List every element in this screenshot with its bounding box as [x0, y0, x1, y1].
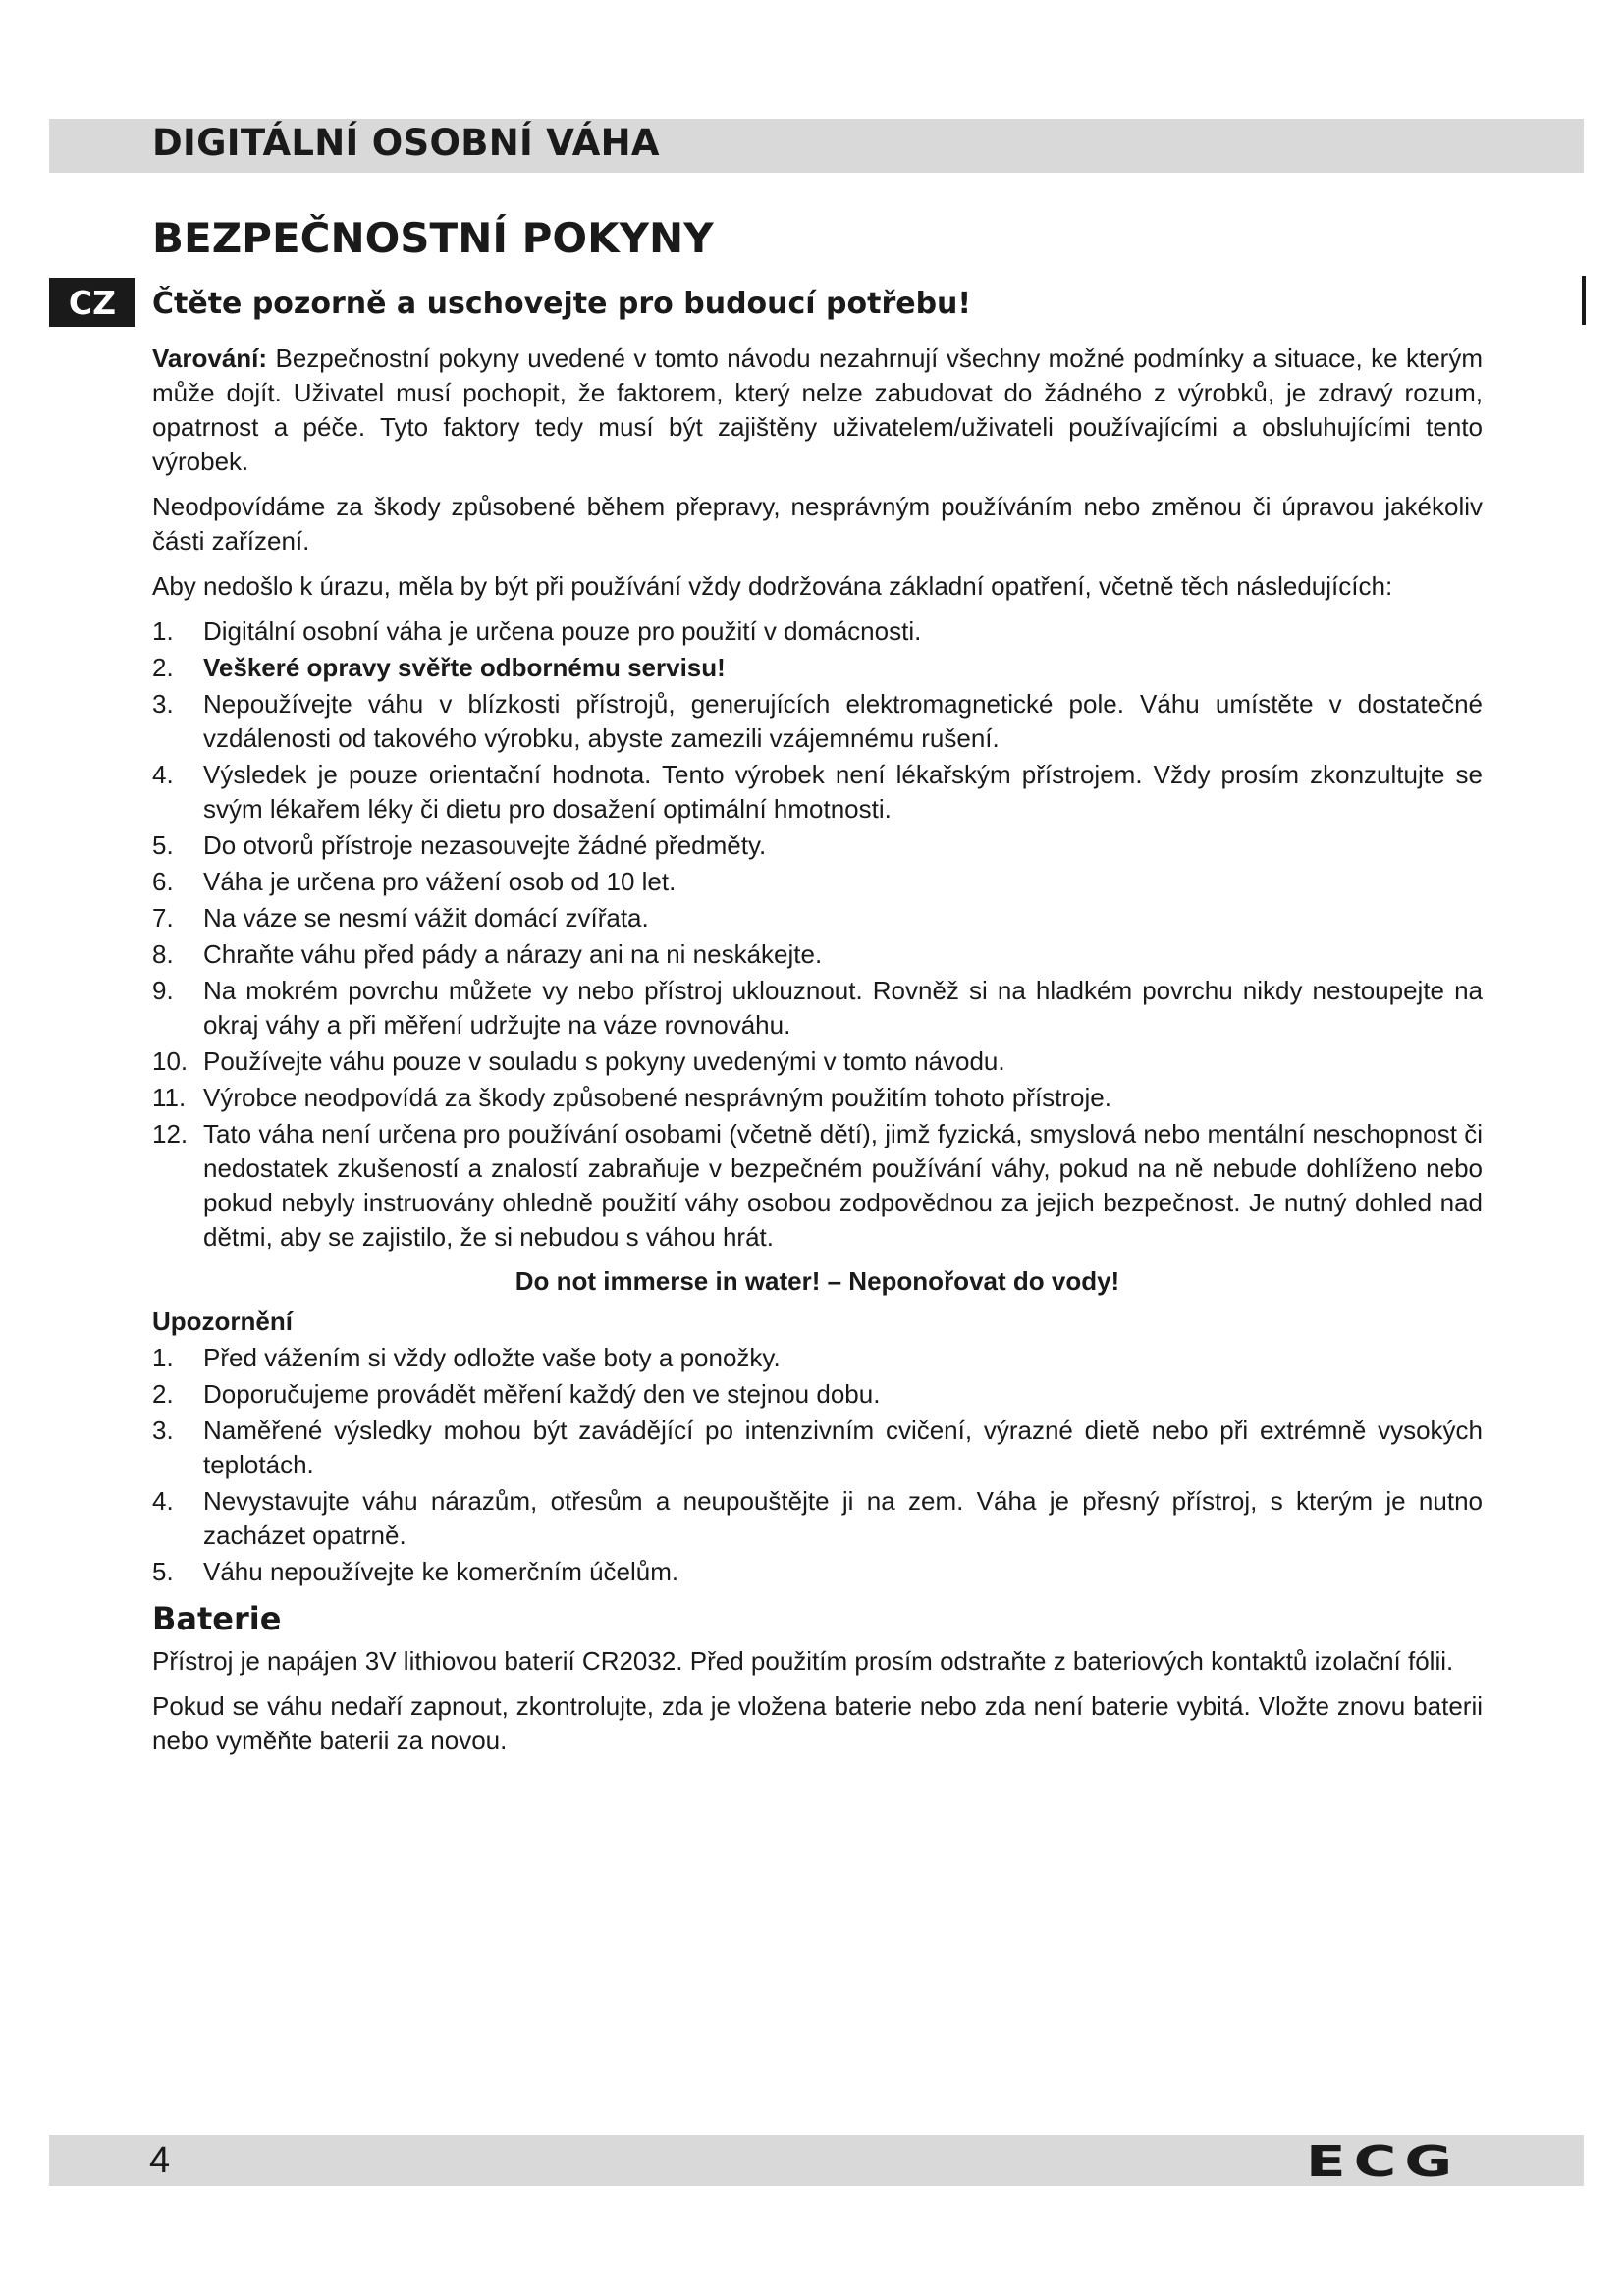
list-item: 1. Před vážením si vždy odložte vaše boty a ponožky. [152, 1343, 781, 1372]
battery-title: Baterie [152, 1600, 282, 1637]
list-item: 4. Nevystavujte váhu nárazům, otřesům a neupouštějte ji na zem. Váha je přesný přístroj, s kterým je nutno zacházet opatrně. [152, 1486, 1483, 1550]
list-item: 3. Naměřené výsledky mohou být zavádějící po intenzivním cvičení, výrazné dietě nebo při extrémně vysokých teplotách. [152, 1415, 1483, 1479]
intro-paragraph: Aby nedošlo k úrazu, měla by být při používání vždy dodržována základní opatření, včetně těch následujících: [152, 571, 1393, 601]
list-item: 4. Výsledek je pouze orientační hodnota. Tento výrobek není lékařským přístrojem. Vždy prosím zkonzultujte se svým lékařem léky či dietu pro dosažení optimální hmotnosti. [152, 760, 1483, 824]
liability-paragraph: Neodpovídáme za škody způsobené během přepravy, nesprávným používáním nebo změnou či úpravou jakékoliv části zařízení. [152, 492, 1483, 556]
list-item: 12. Tato váha není určena pro používání osobami (včetně dětí), jimž fyzická, smyslová nebo mentální neschopnost či nedostatek zkušeností a znalostí zabraňuje v bezpečném používání váhy, pokud na ně nebude dohlíženo nebo pokud nebyly instruovány ohledně použití váhy osobou zodpovědnou za jejich bezpečnost. Je nutný dohled nad dětmi, aby se zajistilo, že si nebudou s váhou hrát. [152, 1119, 1483, 1252]
list-item: 7. Na váze se nesmí vážit domácí zvířata. [152, 903, 649, 933]
list-item: 8. Chraňte váhu před pády a nárazy ani na ni neskákejte. [152, 939, 823, 969]
water-warning: Do not immerse in water! – Neponořovat do vody! [514, 1266, 1120, 1296]
list-item: 2. Veškeré opravy svěřte odbornému servisu! [152, 653, 726, 682]
list-item: 10. Používejte váhu pouze v souladu s pokyny uvedenými v tomto návodu. [152, 1046, 1005, 1076]
list-item: 1. Digitální osobní váha je určena pouze pro použití v domácnosti. [152, 616, 922, 646]
main-content [152, 342, 1483, 1769]
battery-paragraph-1: Přístroj je napájen 3V lithiovou baterií CR2032. Před použitím prosím odstraňte z bateriových kontaktů izolační fólii. [152, 1646, 1454, 1676]
notice-title: Upozornění [152, 1307, 293, 1336]
margin-marker [1582, 276, 1586, 325]
warning-text: Bezpečnostní pokyny uvedené v tomto návodu nezahrnují všechny možné podmínky a situace, ke kterým může dojít. Uživatel musí pochopit, že faktorem, který nelze zabudovat do žádného z výrobků, je zdravý rozum, opatrnost a péče. Tyto faktory tedy musí být zajištěny uživatelem/uživateli používajícími a obsluhujícími tento výrobek. [152, 344, 1483, 476]
list-item: 5. Váhu nepoužívejte ke komerčním účelům. [152, 1557, 679, 1586]
warning-paragraph [152, 342, 1483, 479]
list-item: 11. Výrobce neodpovídá za škody způsobené nesprávným použitím tohoto přístroje. [152, 1083, 1111, 1112]
battery-paragraph-2: Pokud se váhu nedaří zapnout, zkontrolujte, zda je vložena baterie nebo zda není baterie vybitá. Vložte znovu baterii nebo vyměňte baterii za novou. [152, 1691, 1483, 1755]
warning-label: Varování: [152, 344, 268, 373]
safety-list [152, 614, 1483, 1255]
list-item: 5. Do otvorů přístroje nezasouvejte žádné předměty. [152, 830, 767, 860]
page-number: 4 [149, 2140, 171, 2181]
list-item: 9. Na mokrém povrchu můžete vy nebo přístroj uklouznout. Rovněž si na hladkém povrchu nikdy nestoupejte na okraj váhy a při měření udržujte na váze rovnováhu. [152, 976, 1483, 1040]
notice-list [152, 1341, 1483, 1589]
list-item: 3. Nepoužívejte váhu v blízkosti přístrojů, generujících elektromagnetické pole. Váhu umístěte v dostatečné vzdálenosti od takového výrobku, abyste zamezili vzájemnému rušení. [152, 689, 1483, 753]
brand-logo: ECG [1306, 2137, 1461, 2187]
list-item: 6. Váha je určena pro vážení osob od 10 let. [152, 867, 677, 896]
subtitle: Čtěte pozorně a uschovejte pro budoucí potřebu! [152, 287, 972, 321]
document-title: DIGITÁLNÍ OSOBNÍ VÁHA [152, 122, 660, 164]
list-item: 2. Doporučujeme provádět měření každý den ve stejnou dobu. [152, 1379, 881, 1409]
language-tab: CZ [49, 278, 135, 327]
section-title: BEZPEČNOSTNÍ POKYNY [152, 214, 714, 262]
